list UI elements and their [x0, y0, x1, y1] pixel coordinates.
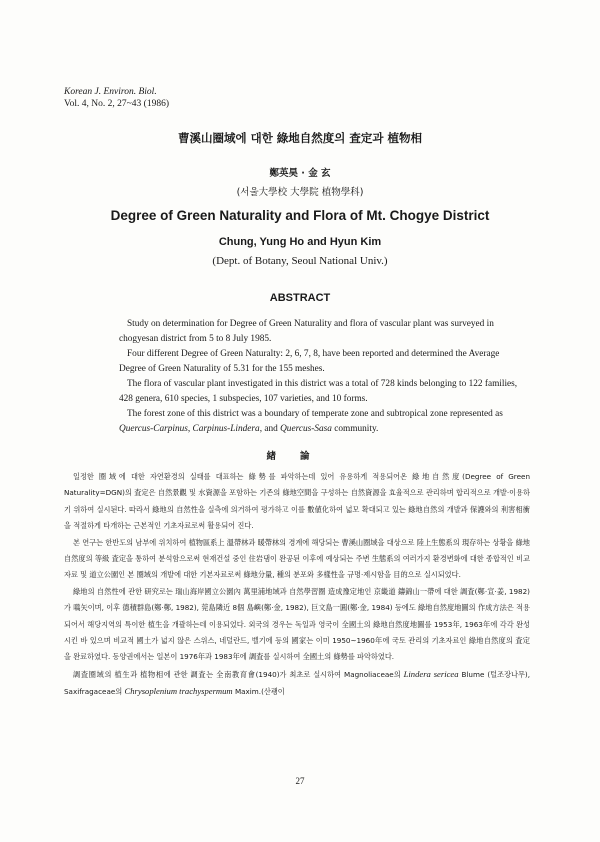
taxon-quercus-sasa: Quercus-Sasa: [280, 424, 332, 434]
abstract-paragraph-2: Four different Degree of Green Naturalty: 2, 6, 7, 8, have been reported and determined the Average Degree of Green Naturality of 5.31 for the 155 meshes.: [119, 349, 500, 374]
english-title: Degree of Green Naturality and Flora of Mt. Chogye District: [110, 208, 490, 223]
abstract-paragraph-4: [119, 407, 519, 437]
introduction-heading: 緖論: [266, 451, 334, 462]
korean-title: 曹溪山圈域에 대한 綠地自然度의 査定과 植物相: [177, 131, 423, 145]
journal-citation: [64, 86, 169, 110]
journal-name: Korean J. Environ. Biol.: [64, 87, 157, 97]
intro-paragraph-2: 본 연구는 한반도의 남부에 위치하여 植物區系上 溫帶林과 暖帶林의 경계에 해당되는 曹溪山圈域을 대상으로 陸上生態系의 現存하는 상황을 綠地自然度의 等級 査定을 통하여 분석함으로써 현재건설 중인 住岩댐이 완공된 이후에 예상되는 주변 生態系의 여러가지 환경변화에 대한 종합적인 비교자료 및 道立公園인 본 圈域의 개발에 대한 기본자료로써 綠地分量, 種의 분포와 多樣性을 규명·제시함을 目的으로 실시되었다.: [64, 537, 530, 580]
intro-p4-end: Maxim.(산괭이: [232, 687, 285, 697]
intro-p4-mid: Blume (털조장나무), Saxifragaceae의: [64, 669, 530, 697]
species-lindera-sericea: Lindera sericea: [403, 668, 459, 679]
introduction-body: [64, 469, 530, 701]
abstract-p4-text: The forest zone of this district was a boundary of temperate zone and subtropical zone represented as: [127, 409, 503, 419]
korean-affiliation: (서울大學校 大學院 植物學科): [236, 187, 364, 198]
intro-p4-text: 調査圈域의 植生과 植物相에 관한 調査는 全南教育會(1940)가 최초로 실시하여 Magnoliaceae의: [73, 669, 404, 679]
abstract-heading: ABSTRACT: [269, 292, 331, 304]
abstract-paragraph-3: The flora of vascular plant investigated in this district was a total of 728 kinds belonging to 122 families, 428 genera, 610 species, 1 subspecies, 107 varieties, and 10 forms.: [119, 379, 518, 404]
abstract-p4-sep2: , and: [259, 424, 281, 434]
korean-authors: 鄭英昊 · 金 玄: [269, 168, 331, 179]
journal-volume: Vol. 4, No. 2, 27~43 (1986): [64, 99, 169, 109]
english-authors: Chung, Yung Ho and Hyun Kim: [218, 236, 382, 248]
taxon-carpinus-lindera: Carpinus-Lindera: [192, 424, 260, 434]
abstract-paragraph-1: Study on determination for Degree of Green Naturality and flora of vascular plant was surveyed in chogyesan district from 5 to 8 July 1985.: [119, 319, 494, 344]
species-chrysoplenium: Chrysoplenium trachyspermum: [124, 686, 233, 697]
abstract-p4-end: community.: [331, 424, 379, 434]
intro-paragraph-1: 일정한 圈域에 대한 자연환경의 실태를 대표하는 綠勢를 파악하는데 있어 유용하게 적용되어온 綠地自然度(Degree of Green Naturality=DGN)의 査定은 自然景觀 및 水資源을 포함하는 기존의 綠地空間을 구성하는 自然資源을 효율적으로 관리하며 합리적으로 개발·이용하기 위하여 실시된다. 따라서 綠地의 自然性을 실측에 의거하여 평가하고 이를 數値化하여 넓모 확대되고 있는 綠地自然의 개발과 保護와의 利害相衝을 적절하게 타개하는 근본적인 기초자료로써 활용되어 진다.: [64, 472, 530, 531]
taxon-quercus-carpinus: Quercus-Carpinus,: [119, 424, 191, 434]
english-affiliation: (Dept. of Botany, Seoul National Univ.): [212, 255, 388, 267]
abstract-body: [119, 317, 519, 437]
intro-paragraph-3: 綠地의 自然性에 관한 研究로는 瑞山海岸國立公園內 萬里浦地域과 自然學習圈 造成豫定地인 京畿道 鑄錦山一帶에 대한 調査(鄭·宣·姜, 1982)가 嚆矢이며, 이후 德積群島(鄭·鄭, 1982), 莞島隣近 8個 島嶼(鄭·金, 1982), 巨文島一圓(鄭·金, 1984) 등에도 綠地自然度地圖의 作成方法은 적용되어서 해당지역의 특이한 植生을 개괄하는데 이용되었다. 외국의 경우는 독일과 영국이 全國土의 綠地自然度地圖를 1953年, 1963年에 각각 완성시킨 바 있으며 비교적 國土가 넓지 않은 스위스, 네덜란드, 벨기에 등의 國家는 이미 1950~1960年에 국토 관리의 기초자료인 綠地自然度의 査定을 완료하였다. 동양권에서는 일본이 1976年과 1983年에 調査를 실시하여 全國土의 綠勢를 파악하였다.: [64, 586, 530, 662]
page-number: 27: [295, 776, 305, 786]
intro-paragraph-4: [64, 666, 530, 701]
